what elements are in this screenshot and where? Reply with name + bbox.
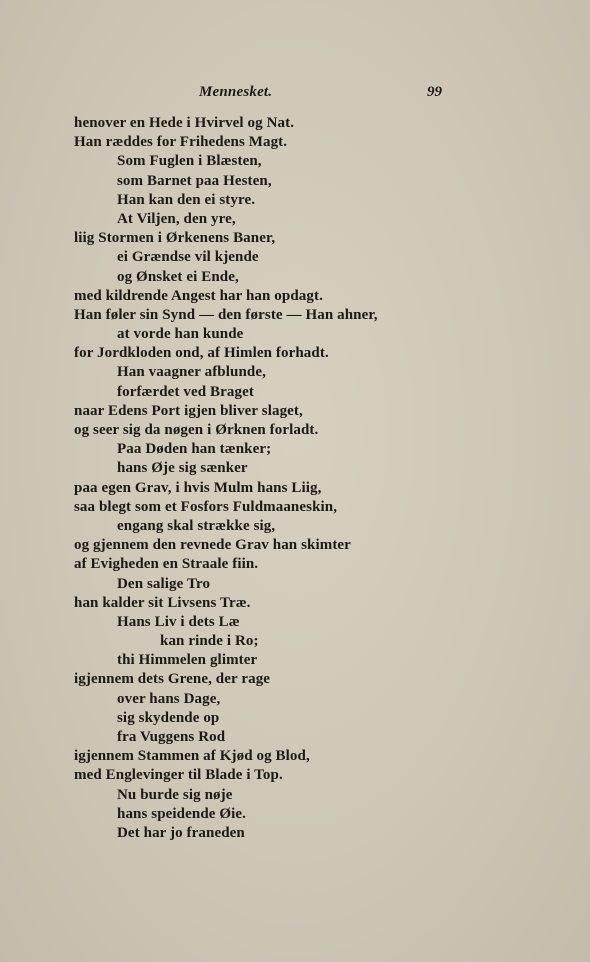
- poem-line: med kildrende Angest har han opdagt.: [74, 287, 323, 304]
- poem-line: og seer sig da nøgen i Ørknen forladt.: [74, 422, 319, 438]
- poem-line: Han vaagner afblunde,: [117, 364, 266, 381]
- poem-line: igjennem dets Grene, der rage: [74, 671, 271, 688]
- poem-line: ei Grændse vil kjende: [117, 249, 259, 266]
- poem-line: fra Vuggens Rod: [117, 729, 226, 745]
- poem-line: som Barnet paa Hesten,: [117, 172, 272, 189]
- poem-line: engang skal strække sig,: [117, 517, 276, 534]
- poem-line: Det har jo franeden: [117, 824, 245, 841]
- poem-line: forfærdet ved Braget: [117, 383, 254, 400]
- poem-line: kan rinde i Ro;: [160, 633, 259, 650]
- poem-line: Den salige Tro: [117, 575, 211, 592]
- poem-line: over hans Dage,: [117, 690, 221, 707]
- poem-line: liig Stormen i Ørkenens Baner,: [74, 230, 276, 247]
- page-header: [0, 84, 590, 106]
- poem-line: Han ræddes for Frihedens Magt.: [74, 134, 288, 151]
- poem-line: af Evigheden en Straale fiin.: [74, 556, 259, 573]
- poem-line: og gjennem den revnede Grav han skimter: [74, 537, 351, 554]
- poem-line: Han kan den ei styre.: [117, 191, 256, 208]
- poem-line: han kalder sit Livsens Træ.: [74, 594, 251, 611]
- poem-line: med Englevinger til Blade i Top.: [74, 767, 283, 784]
- poem-line: Som Fuglen i Blæsten,: [117, 153, 262, 170]
- poem-line: Han føler sin Synd — den første — Han ahner,: [74, 306, 378, 323]
- poem-line: og Ønsket ei Ende,: [117, 268, 239, 285]
- poem-line: henover en Hede i Hvirvel og Nat.: [74, 115, 295, 131]
- running-title: Mennesket.: [199, 84, 273, 100]
- poem-line: hans speidende Øie.: [117, 805, 247, 822]
- poem-line: Paa Døden han tænker;: [117, 441, 272, 458]
- poem-line: at vorde han kunde: [117, 326, 244, 343]
- poem-line: hans Øje sig sænker: [117, 460, 248, 477]
- poem-line: igjennem Stammen af Kjød og Blod,: [74, 748, 310, 765]
- poem-line: for Jordkloden ond, af Himlen forhadt.: [74, 345, 329, 362]
- poem-line: naar Edens Port igjen bliver slaget,: [74, 402, 303, 419]
- poem-line: Nu burde sig nøje: [117, 786, 233, 803]
- poem-line: sig skydende op: [117, 709, 220, 726]
- page-number: 99: [427, 84, 442, 100]
- poem-text: [0, 114, 590, 843]
- poem-line: Hans Liv i dets Læ: [117, 613, 240, 630]
- poem-line: At Viljen, den yre,: [117, 210, 236, 227]
- poem-line: paa egen Grav, i hvis Mulm hans Liig,: [74, 479, 322, 496]
- poem-line: saa blegt som et Fosfors Fuldmaaneskin,: [74, 498, 338, 515]
- poem-line: thi Himmelen glimter: [117, 652, 258, 669]
